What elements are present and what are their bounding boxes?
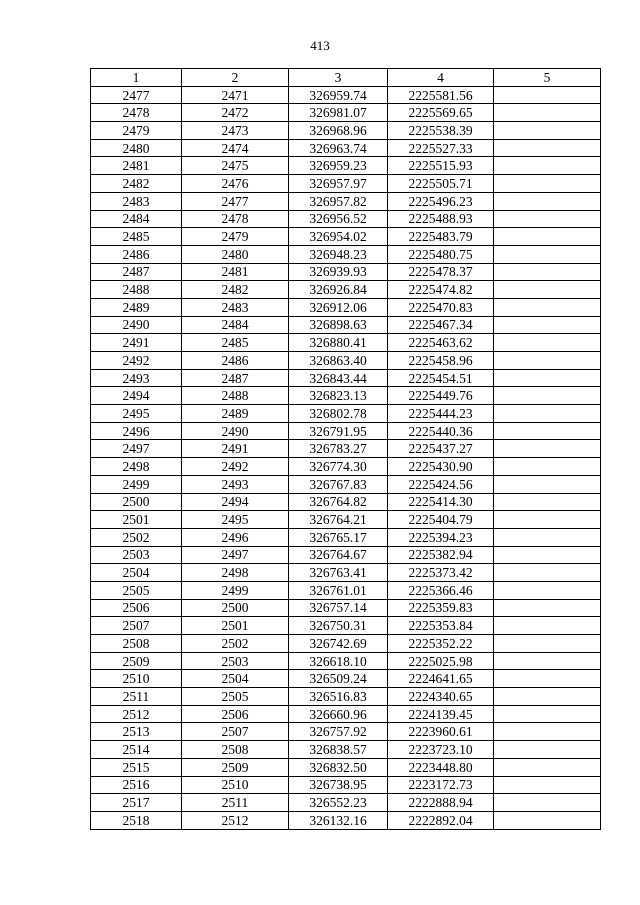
table-cell-col-4: 2225480.75 (388, 245, 494, 263)
table-cell-col-4: 2223960.61 (388, 723, 494, 741)
table-cell-col-2: 2502 (182, 635, 289, 653)
table-cell-col-5 (494, 581, 601, 599)
table-cell-col-4: 2225404.79 (388, 511, 494, 529)
table-row (91, 458, 601, 476)
table-row (91, 369, 601, 387)
table-row (91, 723, 601, 741)
table-cell-col-4: 2225470.83 (388, 298, 494, 316)
table-cell-col-5 (494, 511, 601, 529)
table-cell-col-3: 326783.27 (289, 440, 388, 458)
table-cell-col-1: 2506 (91, 599, 182, 617)
table-cell-col-4: 2224139.45 (388, 705, 494, 723)
table-cell-col-5 (494, 723, 601, 741)
coordinates-table (90, 68, 601, 830)
table-row (91, 86, 601, 104)
table-cell-col-2: 2475 (182, 157, 289, 175)
table-row (91, 122, 601, 140)
table-cell-col-1: 2494 (91, 387, 182, 405)
table-row (91, 546, 601, 564)
table-cell-col-3: 326912.06 (289, 298, 388, 316)
table-cell-col-2: 2498 (182, 564, 289, 582)
column-header-3: 3 (289, 69, 388, 87)
table-cell-col-1: 2516 (91, 776, 182, 794)
table-cell-col-3: 326838.57 (289, 741, 388, 759)
table-cell-col-4: 2223723.10 (388, 741, 494, 759)
table-cell-col-2: 2506 (182, 705, 289, 723)
table-row (91, 352, 601, 370)
table-cell-col-4: 2225373.42 (388, 564, 494, 582)
table-cell-col-4: 2225025.98 (388, 652, 494, 670)
table-row (91, 794, 601, 812)
table-cell-col-3: 326660.96 (289, 705, 388, 723)
table-row (91, 245, 601, 263)
table-cell-col-4: 2225454.51 (388, 369, 494, 387)
table-cell-col-4: 2225483.79 (388, 228, 494, 246)
column-header-5: 5 (494, 69, 601, 87)
table-cell-col-2: 2483 (182, 298, 289, 316)
table-cell-col-3: 326968.96 (289, 122, 388, 140)
table-row (91, 298, 601, 316)
table-row (91, 705, 601, 723)
table-cell-col-5 (494, 741, 601, 759)
table-cell-col-1: 2488 (91, 281, 182, 299)
table-row (91, 210, 601, 228)
table-cell-col-5 (494, 298, 601, 316)
table-cell-col-2: 2511 (182, 794, 289, 812)
table-cell-col-4: 2225581.56 (388, 86, 494, 104)
table-cell-col-5 (494, 352, 601, 370)
table-cell-col-3: 326939.93 (289, 263, 388, 281)
table-cell-col-3: 326764.67 (289, 546, 388, 564)
table-cell-col-4: 2225505.71 (388, 175, 494, 193)
table-cell-col-2: 2478 (182, 210, 289, 228)
table-cell-col-2: 2497 (182, 546, 289, 564)
table-row (91, 387, 601, 405)
table-cell-col-2: 2486 (182, 352, 289, 370)
table-cell-col-2: 2499 (182, 581, 289, 599)
table-cell-col-2: 2471 (182, 86, 289, 104)
table-cell-col-4: 2225440.36 (388, 422, 494, 440)
table-cell-col-2: 2496 (182, 528, 289, 546)
table-cell-col-1: 2497 (91, 440, 182, 458)
table-row (91, 228, 601, 246)
table-cell-col-1: 2493 (91, 369, 182, 387)
table-cell-col-3: 326791.95 (289, 422, 388, 440)
table-cell-col-3: 326761.01 (289, 581, 388, 599)
table-cell-col-4: 2225414.30 (388, 493, 494, 511)
table-cell-col-3: 326757.14 (289, 599, 388, 617)
table-cell-col-5 (494, 228, 601, 246)
table-cell-col-4: 2225353.84 (388, 617, 494, 635)
table-cell-col-4: 2224340.65 (388, 688, 494, 706)
table-cell-col-5 (494, 475, 601, 493)
table-row (91, 493, 601, 511)
table-cell-col-3: 326956.52 (289, 210, 388, 228)
table-cell-col-1: 2514 (91, 741, 182, 759)
table-cell-col-4: 2225488.93 (388, 210, 494, 228)
table-row (91, 104, 601, 122)
table-row (91, 635, 601, 653)
column-header-4: 4 (388, 69, 494, 87)
table-cell-col-4: 2225394.23 (388, 528, 494, 546)
table-cell-col-2: 2488 (182, 387, 289, 405)
table-cell-col-5 (494, 422, 601, 440)
table-cell-col-1: 2508 (91, 635, 182, 653)
table-cell-col-5 (494, 617, 601, 635)
table-cell-col-3: 326516.83 (289, 688, 388, 706)
table-cell-col-2: 2508 (182, 741, 289, 759)
table-cell-col-1: 2492 (91, 352, 182, 370)
table-cell-col-4: 2225569.65 (388, 104, 494, 122)
table-row (91, 175, 601, 193)
table-cell-col-2: 2510 (182, 776, 289, 794)
table-cell-col-3: 326767.83 (289, 475, 388, 493)
table-cell-col-5 (494, 705, 601, 723)
table-cell-col-1: 2517 (91, 794, 182, 812)
column-header-1: 1 (91, 69, 182, 87)
table-cell-col-2: 2493 (182, 475, 289, 493)
table-body (91, 86, 601, 829)
table-cell-col-3: 326823.13 (289, 387, 388, 405)
table-cell-col-2: 2503 (182, 652, 289, 670)
table-cell-col-1: 2484 (91, 210, 182, 228)
table-cell-col-1: 2511 (91, 688, 182, 706)
table-cell-col-2: 2479 (182, 228, 289, 246)
table-cell-col-5 (494, 811, 601, 829)
table-cell-col-4: 2225538.39 (388, 122, 494, 140)
table-cell-col-1: 2481 (91, 157, 182, 175)
table-cell-col-2: 2474 (182, 139, 289, 157)
table-cell-col-4: 2225424.56 (388, 475, 494, 493)
table-row (91, 139, 601, 157)
table-cell-col-2: 2495 (182, 511, 289, 529)
table-cell-col-3: 326957.82 (289, 192, 388, 210)
table-cell-col-1: 2505 (91, 581, 182, 599)
table-cell-col-1: 2507 (91, 617, 182, 635)
table-cell-col-2: 2512 (182, 811, 289, 829)
table-cell-col-4: 2225430.90 (388, 458, 494, 476)
table-cell-col-2: 2509 (182, 758, 289, 776)
table-cell-col-1: 2490 (91, 316, 182, 334)
table-cell-col-2: 2472 (182, 104, 289, 122)
table-cell-col-5 (494, 546, 601, 564)
table-cell-col-3: 326843.44 (289, 369, 388, 387)
table-cell-col-5 (494, 528, 601, 546)
table-row (91, 263, 601, 281)
table-cell-col-2: 2492 (182, 458, 289, 476)
table-row (91, 334, 601, 352)
table-cell-col-2: 2504 (182, 670, 289, 688)
table-cell-col-1: 2518 (91, 811, 182, 829)
table-cell-col-5 (494, 440, 601, 458)
column-header-2: 2 (182, 69, 289, 87)
table-cell-col-4: 2225366.46 (388, 581, 494, 599)
table-cell-col-2: 2505 (182, 688, 289, 706)
table-cell-col-1: 2510 (91, 670, 182, 688)
table-cell-col-1: 2509 (91, 652, 182, 670)
table-row (91, 316, 601, 334)
table-cell-col-3: 326552.23 (289, 794, 388, 812)
table-cell-col-1: 2489 (91, 298, 182, 316)
table-cell-col-1: 2496 (91, 422, 182, 440)
table-cell-col-5 (494, 86, 601, 104)
table-cell-col-4: 2225449.76 (388, 387, 494, 405)
table-cell-col-4: 2225496.23 (388, 192, 494, 210)
table-cell-col-3: 326963.74 (289, 139, 388, 157)
table-cell-col-1: 2480 (91, 139, 182, 157)
table-cell-col-4: 2225467.34 (388, 316, 494, 334)
table-row (91, 758, 601, 776)
table-cell-col-5 (494, 652, 601, 670)
table-cell-col-3: 326863.40 (289, 352, 388, 370)
table-row (91, 422, 601, 440)
table-header (91, 69, 601, 87)
table-row (91, 688, 601, 706)
table-cell-col-1: 2504 (91, 564, 182, 582)
table-cell-col-1: 2486 (91, 245, 182, 263)
table-cell-col-5 (494, 670, 601, 688)
table-cell-col-5 (494, 493, 601, 511)
table-cell-col-5 (494, 157, 601, 175)
table-cell-col-1: 2478 (91, 104, 182, 122)
table-row (91, 599, 601, 617)
table-row (91, 192, 601, 210)
table-cell-col-3: 326959.74 (289, 86, 388, 104)
table-cell-col-1: 2502 (91, 528, 182, 546)
table-cell-col-3: 326957.97 (289, 175, 388, 193)
table-cell-col-5 (494, 104, 601, 122)
table-cell-col-4: 2222892.04 (388, 811, 494, 829)
table-cell-col-3: 326954.02 (289, 228, 388, 246)
table-row (91, 440, 601, 458)
table-cell-col-4: 2224641.65 (388, 670, 494, 688)
table-cell-col-3: 326132.16 (289, 811, 388, 829)
table-cell-col-2: 2490 (182, 422, 289, 440)
table-cell-col-5 (494, 139, 601, 157)
table-cell-col-1: 2501 (91, 511, 182, 529)
table-row (91, 776, 601, 794)
table-cell-col-5 (494, 316, 601, 334)
table-cell-col-5 (494, 334, 601, 352)
table-cell-col-2: 2507 (182, 723, 289, 741)
table-cell-col-3: 326738.95 (289, 776, 388, 794)
table-cell-col-3: 326764.82 (289, 493, 388, 511)
table-cell-col-2: 2489 (182, 405, 289, 423)
table-cell-col-4: 2225458.96 (388, 352, 494, 370)
table-cell-col-3: 326618.10 (289, 652, 388, 670)
table-cell-col-5 (494, 192, 601, 210)
table-cell-col-4: 2225359.83 (388, 599, 494, 617)
table-cell-col-3: 326764.21 (289, 511, 388, 529)
table-cell-col-2: 2481 (182, 263, 289, 281)
table-cell-col-3: 326509.24 (289, 670, 388, 688)
table-cell-col-2: 2480 (182, 245, 289, 263)
table-cell-col-2: 2484 (182, 316, 289, 334)
table-cell-col-1: 2512 (91, 705, 182, 723)
table-cell-col-5 (494, 458, 601, 476)
table-cell-col-1: 2498 (91, 458, 182, 476)
table-cell-col-4: 2225515.93 (388, 157, 494, 175)
table-cell-col-2: 2494 (182, 493, 289, 511)
table-cell-col-2: 2491 (182, 440, 289, 458)
table-row (91, 475, 601, 493)
table-cell-col-1: 2499 (91, 475, 182, 493)
table-cell-col-5 (494, 387, 601, 405)
table-cell-col-1: 2515 (91, 758, 182, 776)
page-number: 413 (310, 38, 330, 53)
table-cell-col-5 (494, 635, 601, 653)
table-row (91, 281, 601, 299)
table-cell-col-4: 2222888.94 (388, 794, 494, 812)
table-cell-col-1: 2491 (91, 334, 182, 352)
table-row (91, 157, 601, 175)
table-cell-col-5 (494, 281, 601, 299)
table-cell-col-4: 2225463.62 (388, 334, 494, 352)
table-cell-col-5 (494, 688, 601, 706)
table-cell-col-4: 2225478.37 (388, 263, 494, 281)
table-cell-col-3: 326832.50 (289, 758, 388, 776)
table-cell-col-2: 2476 (182, 175, 289, 193)
table-cell-col-4: 2225352.22 (388, 635, 494, 653)
table-cell-col-5 (494, 122, 601, 140)
table-cell-col-2: 2477 (182, 192, 289, 210)
table-cell-col-1: 2479 (91, 122, 182, 140)
table-row (91, 741, 601, 759)
table-cell-col-1: 2503 (91, 546, 182, 564)
table-cell-col-2: 2473 (182, 122, 289, 140)
table-cell-col-4: 2225382.94 (388, 546, 494, 564)
table-cell-col-2: 2482 (182, 281, 289, 299)
table-row (91, 511, 601, 529)
table-row (91, 405, 601, 423)
table-row (91, 811, 601, 829)
table-cell-col-3: 326981.07 (289, 104, 388, 122)
table-cell-col-3: 326802.78 (289, 405, 388, 423)
table-cell-col-1: 2495 (91, 405, 182, 423)
table-cell-col-3: 326765.17 (289, 528, 388, 546)
table-cell-col-5 (494, 369, 601, 387)
table-cell-col-5 (494, 405, 601, 423)
table-cell-col-4: 2225527.33 (388, 139, 494, 157)
table-cell-col-3: 326757.92 (289, 723, 388, 741)
table-row (91, 581, 601, 599)
table-cell-col-5 (494, 245, 601, 263)
table-row (91, 564, 601, 582)
table-cell-col-1: 2487 (91, 263, 182, 281)
table-cell-col-4: 2225474.82 (388, 281, 494, 299)
table-row (91, 670, 601, 688)
table-cell-col-3: 326898.63 (289, 316, 388, 334)
table-cell-col-4: 2225444.23 (388, 405, 494, 423)
table-cell-col-5 (494, 776, 601, 794)
table-row (91, 652, 601, 670)
table-cell-col-3: 326948.23 (289, 245, 388, 263)
table-cell-col-1: 2500 (91, 493, 182, 511)
table-cell-col-3: 326763.41 (289, 564, 388, 582)
table-cell-col-1: 2485 (91, 228, 182, 246)
table-cell-col-5 (494, 564, 601, 582)
table-cell-col-4: 2223172.73 (388, 776, 494, 794)
table-cell-col-5 (494, 175, 601, 193)
table-cell-col-4: 2223448.80 (388, 758, 494, 776)
table-row (91, 617, 601, 635)
table-cell-col-2: 2501 (182, 617, 289, 635)
table-cell-col-3: 326880.41 (289, 334, 388, 352)
table-row (91, 528, 601, 546)
table-cell-col-3: 326750.31 (289, 617, 388, 635)
table-cell-col-5 (494, 599, 601, 617)
table-cell-col-2: 2500 (182, 599, 289, 617)
table-cell-col-4: 2225437.27 (388, 440, 494, 458)
table-cell-col-3: 326959.23 (289, 157, 388, 175)
table-cell-col-2: 2487 (182, 369, 289, 387)
table-cell-col-5 (494, 758, 601, 776)
table-cell-col-1: 2477 (91, 86, 182, 104)
table-cell-col-1: 2482 (91, 175, 182, 193)
header-row (91, 69, 601, 87)
table-cell-col-3: 326742.69 (289, 635, 388, 653)
table-cell-col-1: 2513 (91, 723, 182, 741)
table-cell-col-2: 2485 (182, 334, 289, 352)
table-cell-col-5 (494, 794, 601, 812)
table-cell-col-1: 2483 (91, 192, 182, 210)
table-cell-col-5 (494, 263, 601, 281)
table-cell-col-5 (494, 210, 601, 228)
table-cell-col-3: 326774.30 (289, 458, 388, 476)
table-cell-col-3: 326926.84 (289, 281, 388, 299)
